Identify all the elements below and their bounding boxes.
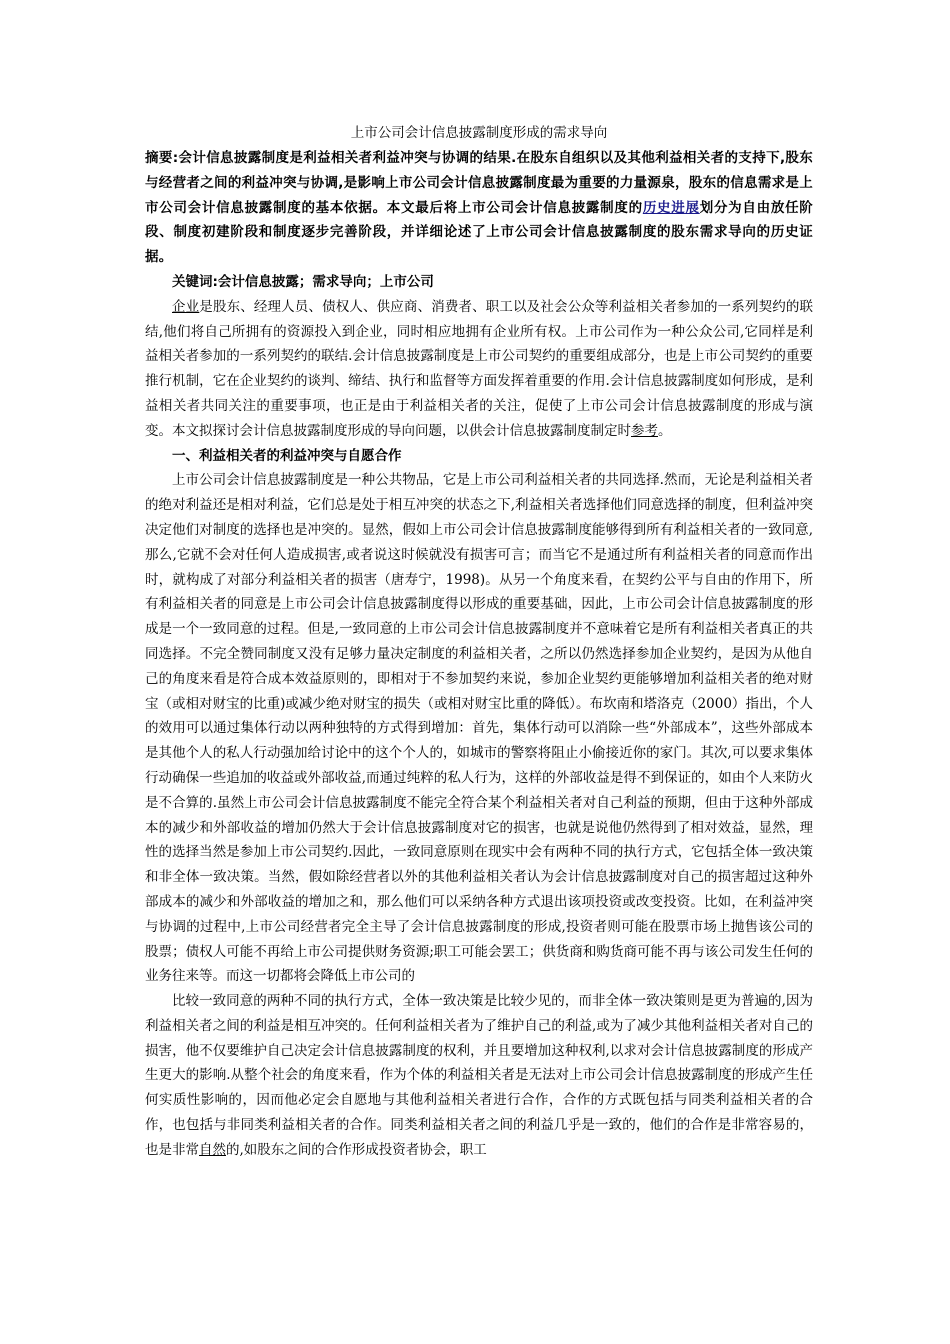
abstract-text: 摘要:会计信息披露制度是利益相关者利益冲突与协调的结果.在股东自组织以及其他利益相关者的支持下,股东与经营者之间的利益冲突与协调,是影响上市公司会计信息披露制度最为重要的力量源泉，股东的信息需求是上市公司会计信息披露制度的基本依据。本文最后将上市公司会计信息披露制度的 (145, 150, 813, 216)
history-link[interactable]: 历史进展 (642, 199, 700, 216)
document-page (145, 120, 813, 1163)
reference-link[interactable]: 参考 (631, 422, 658, 439)
paragraph-conflict: 上市公司会计信息披露制度是一种公共物品，它是上市公司利益相关者的共同选择.然而，无论是利益相关者的绝对利益还是相对利益，它们总是处于相互冲突的状态之下,利益相关者选择他们同意选择的制度，但利益冲突决定他们对制度的选择也是冲突的。显然，假如上市公司会计信息披露制度能够得到所有利益相关者的一致同意,那么,它就不会对任何人造成损害,或者说这时候就没有损害可言；而当它不是通过所有利益相关者的同意而作出时，就构成了对部分利益相关者的损害（唐寿宁，1998)。从另一个角度来看，在契约公平与自由的作用下，所有利益相关者的同意是上市公司会计信息披露制度得以形成的重要基础，因此，上市公司会计信息披露制度的形成是一个一致同意的过程。但是,一致同意的上市公司会计信息披露制度并不意味着它是所有利益相关者真正的共同选择。不完全赞同制度又没有足够力量决定制度的利益相关者，之所以仍然选择参加企业契约，是因为从他自己的角度来看是符合成本效益原则的，即相对于不参加契约来说，参加企业契约更能够增加利益相关者的绝对财宝（或相对财宝的比重)或减少绝对财宝的损失（或相对财宝比重的降低）。布坎南和塔洛克（2000）指出，个人的效用可以通过集体行动以两种独特的方式得到增加：首先，集体行动可以消除一些“外部成本”，这些外部成本是其他个人的私人行动强加给讨论中的这个个人的，如城市的警察将阻止小偷接近你的家门。其次,可以要求集体行动确保一些追加的收益或外部收益,而通过纯粹的私人行为，这样的外部收益是得不到保证的，如由个人来防火是不合算的.虽然上市公司会计信息披露制度不能完全符合某个利益相关者对自己利益的预期，但由于这种外部成本的减少和外部收益的增加仍然大于会计信息披露制度对它的损害，也就是说他仍然得到了相对效益，显然，理性的选择当然是参加上市公司契约.因此，一致同意原则在现实中会有两种不同的执行方式，它包括全体一致决策和非全体一致决策。当然，假如除经营者以外的其他利益相关者认为会计信息披露制度对自己的损害超过这种外部成本的减少和外部收益的增加之和，那么他们可以采纳各种方式退出该项投资或改变投资。比如，在利益冲突与协调的过程中,上市公司经营者完全主导了会计信息披露制度的形成,投资者则可能在股票市场上抛售该公司的股票；债权人可能不再给上市公司提供财务资源;职工可能会罢工；供货商和购货商可能不再与该公司发生任何的业务往来等。而这一切都将会降低上市公司的 (145, 472, 813, 985)
abstract (145, 146, 813, 270)
document-title: 上市公司会计信息披露制度形成的需求导向 (350, 125, 608, 141)
paragraph-intro-text: 是股东、经理人员、债权人、供应商、消费者、职工以及社会公众等利益相关者参加的一系列契约的联结,他们将自己所拥有的资源投入到企业，同时相应地拥有企业所有权。上市公司作为一种公众公司,它同样是利益相关者参加的一系列契约的联结.会计信息披露制度是上市公司契约的重要组成部分，也是上市公司契约的重要推行机制，它在企业契约的谈判、缔结、执行和监督等方面发挥着重要的作用.会计信息披露制度如何形成，是利益相关者共同关注的重要事项，也正是由于利益相关者的关注，促使了上市公司会计信息披露制度的形成与演变。本文拟探讨会计信息披露制度形成的导向问题，以供会计信息披露制度制定时 (145, 298, 814, 439)
paragraph-cooperation-end: 的,如股东之间的合作形成投资者协会，职工 (226, 1141, 487, 1158)
enterprise-link[interactable]: 企业 (172, 298, 200, 315)
keywords: 关键词:会计信息披露；需求导向；上市公司 (172, 273, 434, 290)
paragraph-intro (145, 295, 813, 444)
paragraph-cooperation-text: 比较一致同意的两种不同的执行方式，全体一致决策是比较少见的，而非全体一致决策则是更为普遍的,因为利益相关者之间的利益是相互冲突的。任何利益相关者为了维护自己的利益,或为了减少其他利益相关者对自己的损害，他不仅要维护自己决定会计信息披露制度的权利，并且要增加这种权利,以求对会计信息披露制度的形成产生更大的影响.从整个社会的角度来看，作为个体的利益相关者是无法对上市公司会计信息披露制度的形成产生任何实质性影响的，因而他必定会自愿地与其他利益相关者进行合作，合作的方式既包括与同类利益相关者的合作，也包括与非同类利益相关者的合作。同类利益相关者之间的利益几乎是一致的，他们的合作是非常容易的，也是非常 (145, 993, 813, 1158)
paragraph-intro-end: 。 (658, 422, 672, 439)
abstract-text-end: 划分为自由放任阶段、制度初建阶段和制度逐步完善阶段，并详细论述了上市公司会计信息披露制度的股东需求导向的历史证据。 (145, 199, 813, 266)
paragraph-cooperation (145, 989, 813, 1163)
section-heading: 一、利益相关者的利益冲突与自愿合作 (172, 447, 402, 464)
natural-link[interactable]: 自然 (199, 1141, 226, 1158)
